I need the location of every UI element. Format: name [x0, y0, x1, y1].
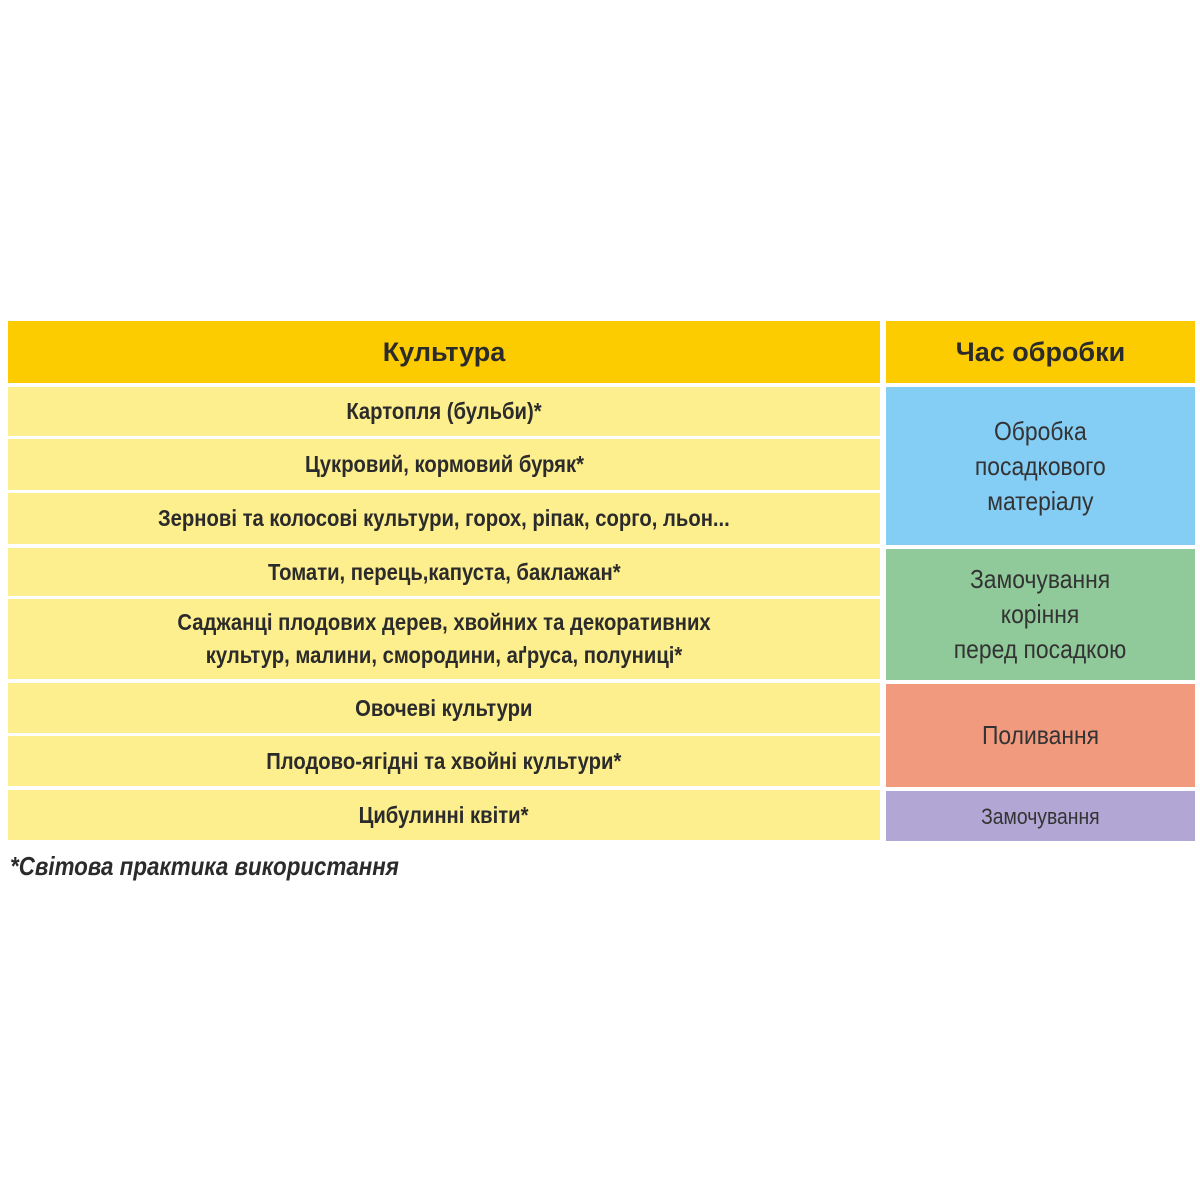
table-row: Плодово-ягідні та хвойні культури* — [8, 736, 880, 786]
table-row: Цукровий, кормовий буряк* — [8, 439, 880, 490]
header-culture: Культура — [8, 321, 880, 383]
table-row: Томати, перець,капуста, баклажан* — [8, 548, 880, 596]
treatment-table — [8, 321, 1195, 841]
treatment-root-soaking: Замочування коріння перед посадкою — [886, 549, 1195, 680]
table-row: Цибулинні квіти* — [8, 790, 880, 840]
footnote: *Світова практика використання — [10, 851, 399, 881]
table-row: Картопля (бульби)* — [8, 387, 880, 436]
treatment-seed-material: Обробка посадкового матеріалу — [886, 387, 1195, 545]
header-time: Час обробки — [886, 321, 1195, 383]
table-row: Зернові та колосові культури, горох, ріпак, сорго, льон... — [8, 493, 880, 544]
culture-column — [8, 321, 880, 841]
table-row: Овочеві культури — [8, 683, 880, 733]
treatment-soaking: Замочування — [886, 791, 1195, 841]
time-column — [886, 321, 1195, 841]
table-row: Саджанці плодових дерев, хвойних та декоративних культур, малини, смородини, аґруса, полуниці* — [8, 599, 880, 679]
treatment-watering: Поливання — [886, 684, 1195, 787]
